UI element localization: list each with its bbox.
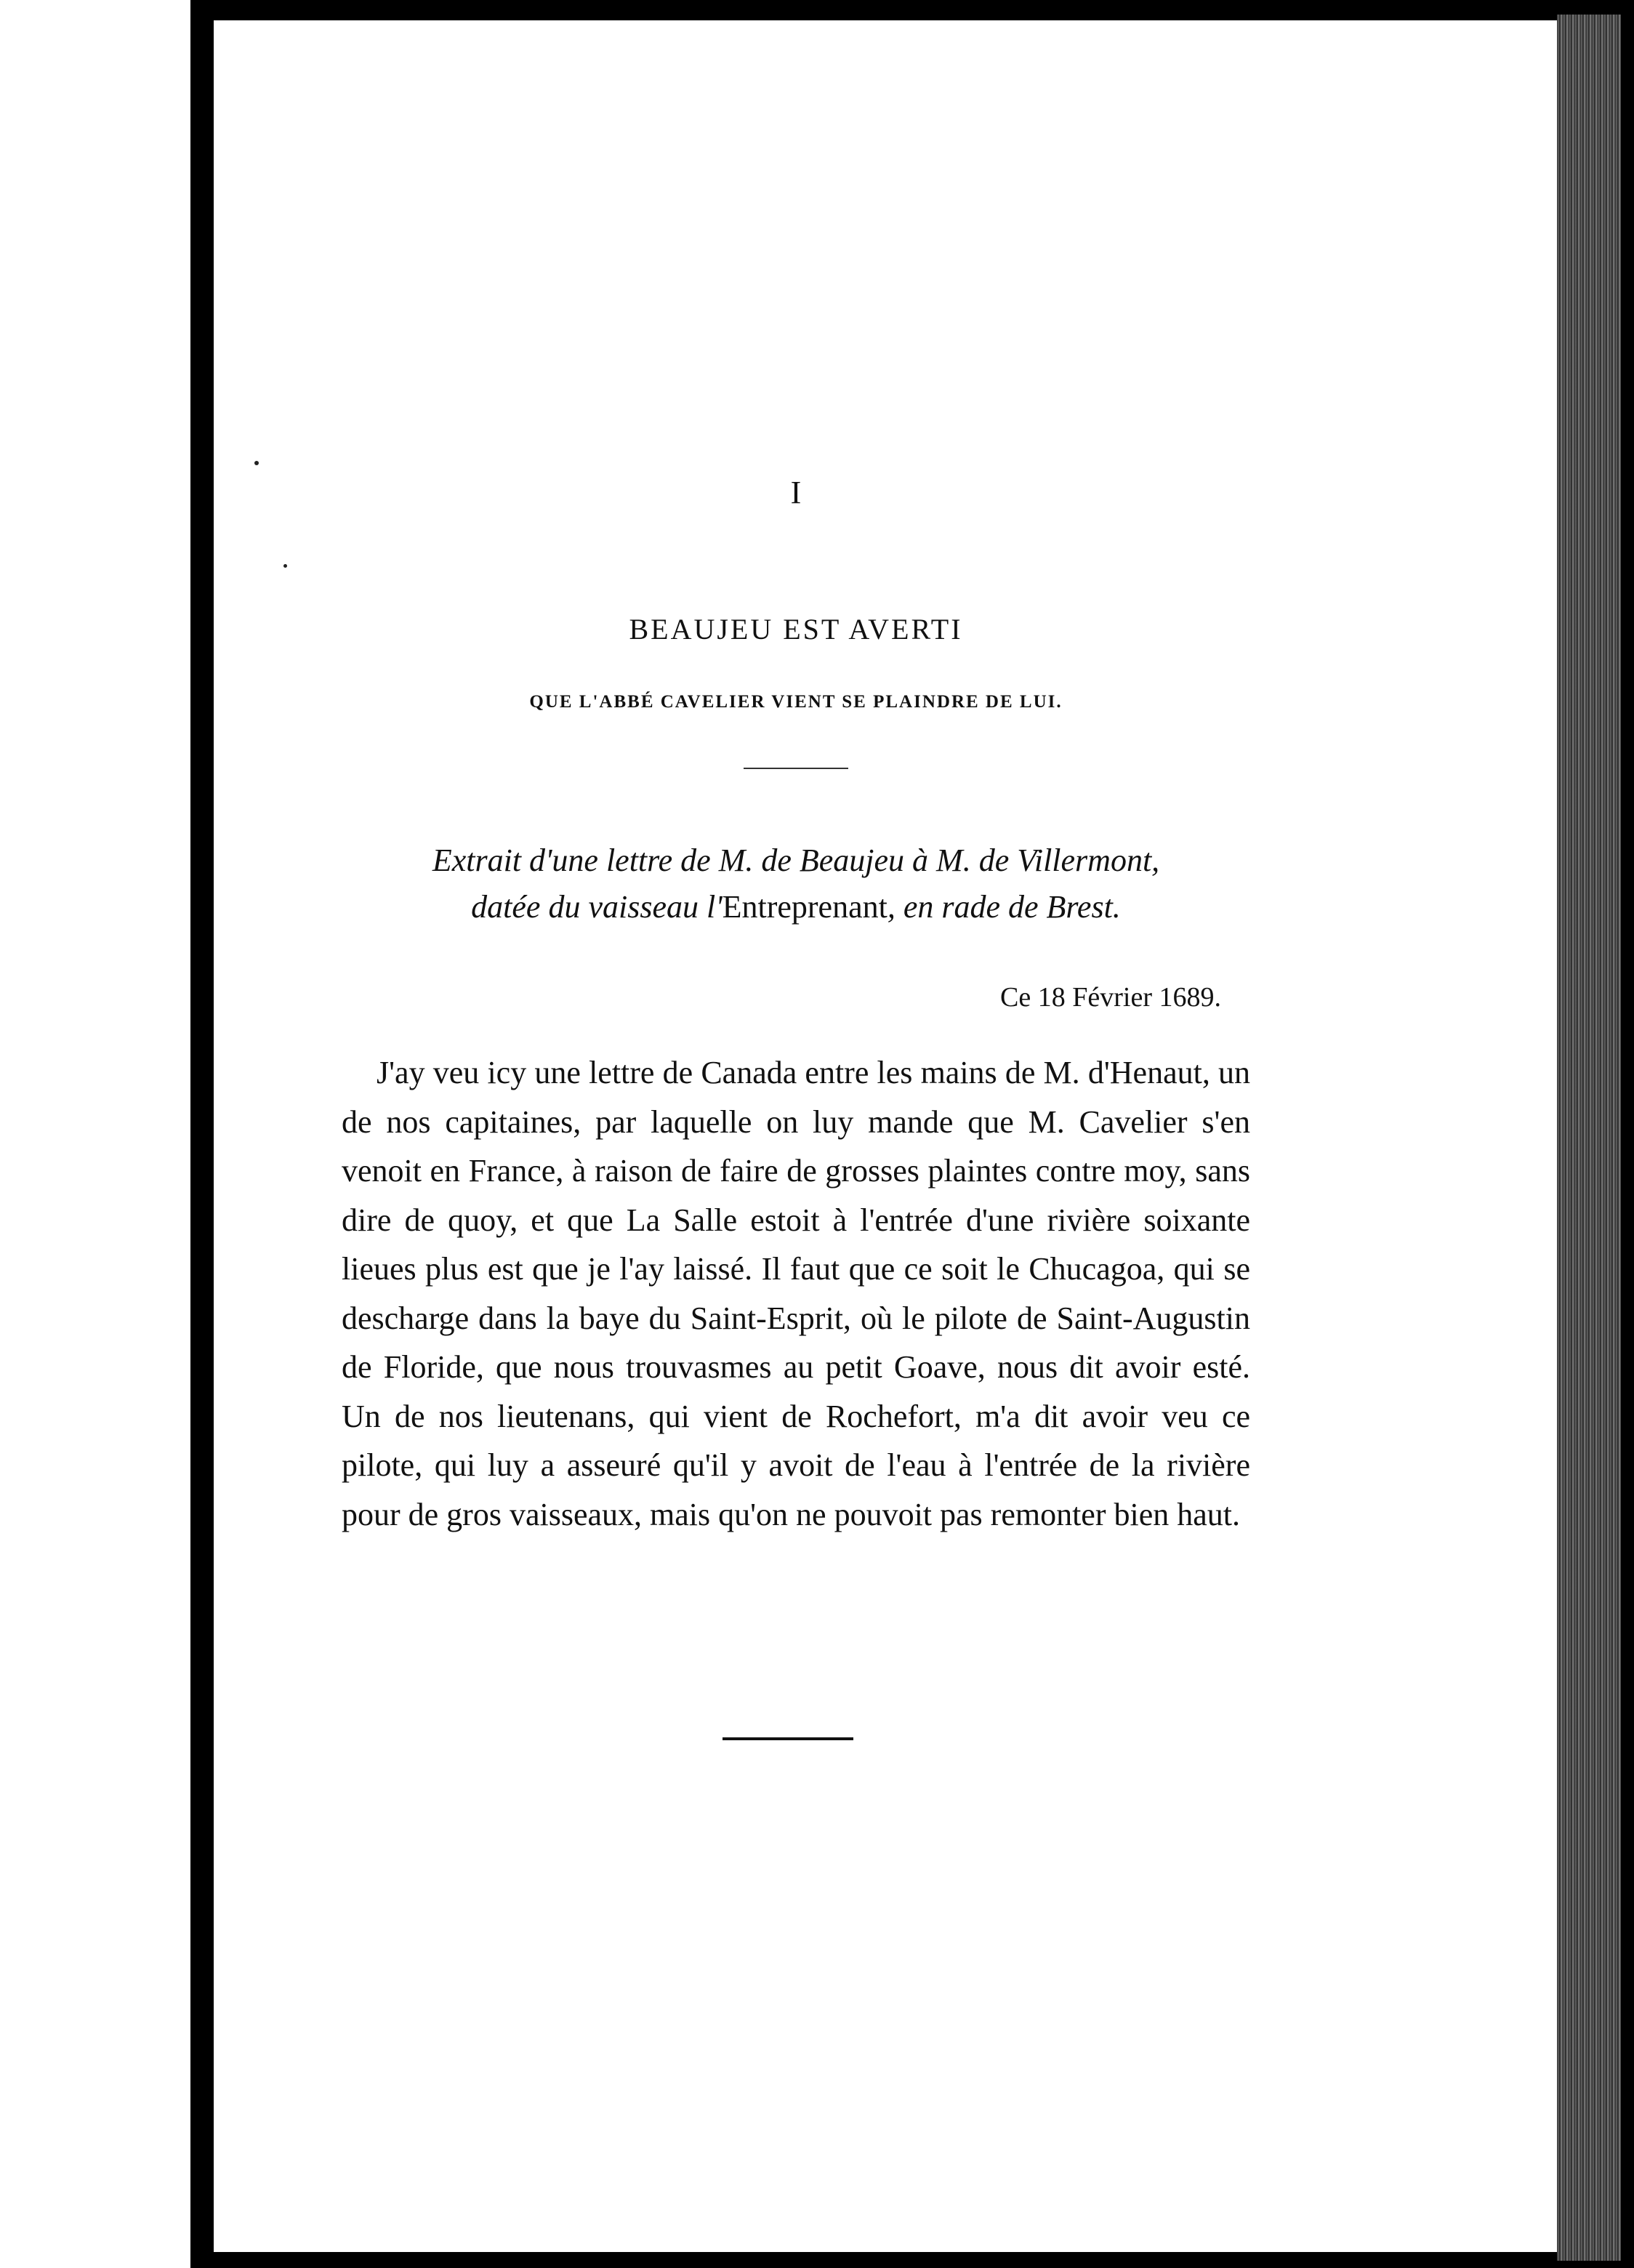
end-divider xyxy=(723,1737,853,1740)
speck xyxy=(254,461,259,465)
letter-header-line2: datée du vaisseau l' xyxy=(471,889,723,925)
left-facing-page xyxy=(0,0,190,2268)
chapter-number: I xyxy=(790,475,802,510)
chapter-title: BEAUJEU EST AVERTI xyxy=(629,613,963,646)
letter-header-line2-end: , en rade de Brest. xyxy=(887,889,1121,925)
book-gutter xyxy=(190,0,214,2268)
ship-name: Entreprenant xyxy=(722,889,888,925)
chapter-subtitle: QUE L'ABBÉ CAVELIER VIENT SE PLAINDRE DE LUI. xyxy=(529,692,1063,712)
letter-header-line1: Extrait d'une lettre de M. de Beaujeu à M. de Villermont, xyxy=(432,843,1160,878)
speck xyxy=(283,564,287,568)
page-edge-stack xyxy=(1557,15,1621,2261)
letter-body: J'ay veu icy une lettre de Canada entre les mains de M. d'Henaut, un de nos capitaines, par laquelle on luy mande que M. Cavelier s'en venoit en France, à raison de faire de grosses plaintes contre moy, sans dire de quoy, et que La Salle estoit à l'entrée d'une rivière soixante lieues plus est que je l'ay laissé. Il faut que ce soit le Chucagoa, qui se descharge dans la baye du Saint-Esprit, où le pilote de Saint-Augustin de Floride, que nous trouvasmes au petit Goave, nous dit avoir esté. Un de nos lieutenans, qui vient de Rochefort, m'a dit avoir veu ce pilote, qui luy a asseuré qu'il y avoit de l'eau à l'entrée de la rivière pour de gros vaisseaux, mais qu'on ne pouvoit pas remonter bien haut. xyxy=(342,1055,1250,1532)
letter-date: Ce 18 Février 1689. xyxy=(1000,982,1221,1013)
title-divider xyxy=(744,768,848,769)
right-border xyxy=(1621,0,1634,2268)
letter-header xyxy=(342,837,1250,930)
